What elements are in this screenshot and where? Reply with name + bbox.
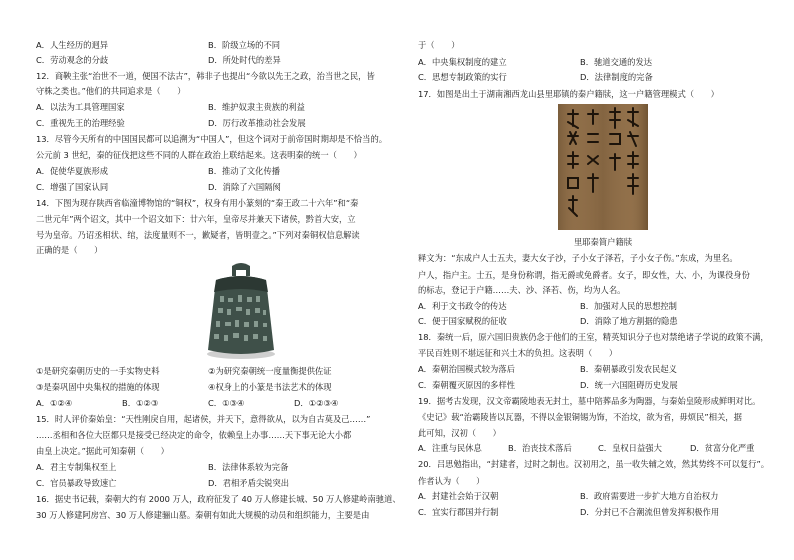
q18-stem-line1: 18．秦统一后，原六国旧贵族仍念于他们的王室，精英知识分子也对禁绝诸子学说的政策不满，	[418, 332, 769, 342]
q12-option-a: A．以法为工具管理国家	[36, 102, 125, 112]
q17-option-d: D．消除了地方割据的隐患	[580, 316, 678, 326]
q19-stem-line2: 《史记》载“治霸陵皆以瓦器，不得以金银铜锡为饰，不治坟，欲为省，毋烦民”相关，据	[418, 412, 742, 422]
q14-statement-1: ①是研究秦朝历史的一手实物史料	[36, 366, 160, 376]
q19-option-a: A．注重与民休息	[418, 443, 482, 453]
q17-stem-line1: 17．如图是出土于湖南湘西龙山县里耶镇的秦户籍牍，这一户籍管理模式（ ）	[418, 89, 719, 99]
q13-option-c: C．增强了国家认同	[36, 182, 109, 192]
q14-statement-4: ④权身上的小篆是书法艺术的体现	[208, 382, 332, 392]
q14-statement-2: ②为研究秦朝统一度量衡提供佐证	[208, 366, 332, 376]
q14-stem-line4: 正确的是（ ）	[36, 245, 103, 255]
q20-option-a: A．封建社会始于汉朝	[418, 491, 499, 501]
q14-option-d: D．①②③④	[294, 398, 339, 408]
q15-stem-line2: ……丞相和各位大臣都只是接受已经决定的命令，依赖皇上办事……天下事无论大小都	[36, 430, 352, 440]
q11-option-c: C．劳动观念的分歧	[36, 55, 109, 65]
q11-option-b: B．阶级立场的不同	[208, 40, 281, 50]
q20-option-c: C．宜实行郡国并行制	[418, 507, 499, 517]
q17-transcription-line2: 户人，指户主。士五，是身份称谓，指无爵或免爵者。女子，即女性，大、小，为课役身份	[418, 270, 750, 280]
q12-option-c: C．重视先王的治理经验	[36, 118, 125, 128]
household-register-slip-photo-icon	[558, 104, 648, 230]
q14-option-a: A．①②④	[36, 398, 73, 408]
q12-stem-line2: 守株之类也。”他们的共同追求是（ ）	[36, 86, 186, 96]
q11-option-a: A．人生经历的迥异	[36, 40, 109, 50]
q16-option-a: A．中央集权制度的建立	[418, 57, 507, 67]
q12-option-d: D．厉行改革推动社会发展	[208, 118, 306, 128]
q15-stem-line1: 15．时人评价秦始皇：“天性刚戾自用，起诸侯，并天下，意得欲从，以为自古莫及己……”	[36, 414, 371, 424]
q16-option-b: B．驰道交通的发达	[580, 57, 653, 67]
q19-stem-line3: 此可知，汉初（ ）	[418, 428, 501, 438]
q13-option-b: B．推动了文化传播	[208, 166, 281, 176]
q14-option-c: C．①③④	[208, 398, 245, 408]
q19-stem-line1: 19．据考古发现，汉文帝霸陵地表无封土，墓中陪葬品多为陶器，与秦始皇陵形成鲜明对比。	[418, 396, 761, 406]
q17-option-c: C．便于国家赋税的征收	[418, 316, 507, 326]
q14-option-b: B．①②③	[122, 398, 159, 408]
q18-stem-line2: 平民百姓则不堪远征和兴土木的负担。这表明（ ）	[418, 348, 618, 358]
q15-option-c: C．官员暴政导致速亡	[36, 478, 117, 488]
q12-stem-line1: 12．商鞅主张“治世不一道，便国不法古”，韩非子也提出“今欲以先王之政，治当世之民，皆	[36, 71, 375, 81]
q17-transcription-line1: 释文为：“东成户人士五夫，妻大女子沙，子小女子泽若，子小女子伤。”东成，为里名。	[418, 253, 738, 263]
q14-stem-line2: 二世元年”两个诏文，其中一个诏文如下：廿六年，皇帝尽并兼天下诸侯，黔首大安，立	[36, 214, 356, 224]
q15-stem-line3: 由皇上决定。”据此可知秦朝（ ）	[36, 446, 169, 456]
q17-option-a: A．利于文书政令的传达	[418, 301, 507, 311]
slip-caption: 里耶秦简户籍牍	[573, 237, 633, 247]
q17-option-b: B．加强对人民的思想控制	[580, 301, 677, 311]
q11-option-d: D．所处时代的差异	[208, 55, 281, 65]
q16-option-c: C．思想专制政策的实行	[418, 72, 507, 82]
q16-stem-line3: 于（ ）	[418, 40, 460, 50]
q17-transcription-line3: 的标志，登记于户籍……夫、沙、泽若、伤，均为人名。	[418, 285, 626, 295]
q14-stem-line3: 号为皇帝。乃诏丞相状、绾，法度量则不一，歉疑者，皆明壹之。”下列对秦铜权信息解读	[36, 230, 360, 240]
q20-stem-line1: 20．吕思勉指出，“封建者，过时之制也。汉初用之，虽一收失辅之效，然其势终不可以复行”。	[418, 459, 770, 469]
q19-option-d: D．贫富分化严重	[690, 443, 755, 453]
q20-stem-line2: 作者认为（ ）	[418, 476, 485, 486]
q15-option-b: B．法律体系较为完备	[208, 462, 289, 472]
q19-option-b: B．治丧技术落后	[508, 443, 572, 453]
q14-statement-3: ③是秦巩固中央集权的措施的体现	[36, 382, 160, 392]
q16-stem-line2: 30 万人修建阿房宫、30 万人修建骊山墓。秦朝有如此大规模的动员和组织能力，主要是由	[36, 510, 370, 520]
q18-option-d: D．统一六国阻碍历史发展	[580, 380, 678, 390]
q13-option-a: A．促使华夏族形成	[36, 166, 109, 176]
q18-option-a: A．秦朝治国模式较为落后	[418, 364, 515, 374]
q16-option-d: D．法律制度的完备	[580, 72, 653, 82]
q20-option-d: D．分封已不合潮流但曾发挥积极作用	[580, 507, 720, 517]
bronze-weight-photo-icon	[186, 262, 296, 362]
q14-stem-line1: 14．下图为现存陕西省临潼博物馆的“铜权”，权身有用小篆刻的“秦王政二十六年”和“秦	[36, 198, 359, 208]
q13-stem-line2: 公元前 3 世纪，秦的征伐把这些不同的人群在政治上联结起来。这表明秦的统一（ ）	[36, 150, 362, 160]
q12-option-b: B．维护奴隶主贵族的利益	[208, 102, 305, 112]
q13-option-d: D．消除了六国隔阂	[208, 182, 281, 192]
q15-option-a: A．君主专制集权至上	[36, 462, 117, 472]
q19-option-c: C．皇权日益强大	[598, 443, 662, 453]
q13-stem-line1: 13．尽管今天所有的中国国民都可以追溯为“中国人”，但这个词对于前帝国时期却是不恰当的。	[36, 134, 388, 144]
q15-option-d: D．君相矛盾尖锐突出	[208, 478, 290, 488]
q20-option-b: B．政府需要进一步扩大地方自治权力	[580, 491, 719, 501]
q16-stem-line1: 16．据史书记载，秦朝大约有 2000 万人，政府征发了 40 万人修建长城、50 万人修建岭南驰道、	[36, 494, 401, 504]
q18-option-b: B．秦朝暴政引发农民起义	[580, 364, 677, 374]
q18-option-c: C．秦朝覆灭原因的多样性	[418, 380, 516, 390]
